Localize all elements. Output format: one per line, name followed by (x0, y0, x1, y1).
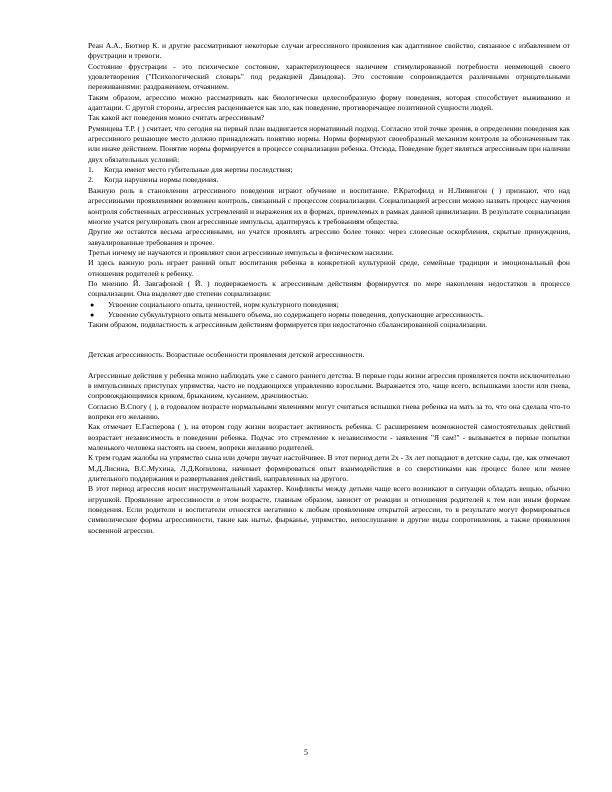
page-number: 5 (304, 748, 308, 757)
paragraph: К трем годам жалобы на упрямство сына или дочери звучат настойчивее. В этот период дети 2х - 3х лет попадают в детские сады, где, как отмечают М.Д.Лисина, В.С.Мухина, Л.Д.Копилова, начинает формироваться опыт взаимодействия в со сверстниками как процесс более или менее длительного поддержания и развертывания действий, направленных на другого. (88, 453, 570, 484)
paragraph: Таким образом, подвластность к агрессивным действиям формируется при недостаточно сбалансированной социализации. (88, 320, 488, 330)
list-item-text: Усвоение социального опыта, ценностей, норм культурного поведения; (108, 299, 339, 309)
spacer (88, 331, 570, 341)
list-item (88, 165, 570, 175)
paragraph: В этот период агрессия носит инструментальный характер. Конфликты между детьми чаще всего возникают в ситуации обладать вещью, обычно игрушкой. Проявление агрессивности в этом возрасте, главным образом, зависит от реакции и отношения родителей к тем или иным формам поведения. Если родители и воспитатели относятся негативно к любым проявлениям открытой агрессии, то в результате могут формироваться символические формы агрессивности, такие как нытье, фырканье, упрямство, непослушание и другие виды сопротивления, а также проявления косвенной агрессии. (88, 484, 570, 535)
paragraph: Другие же остаются весьма агрессивными, но учатся проявлять агрессию более тонко: через словесные оскорбления, скрытые принуждения, завуалированные требования и прочее. (88, 227, 570, 247)
document-body (88, 41, 570, 536)
paragraph: Согласно В.Спогу ( ), в годовалом возрасте нормальными явлениями могут считаться вспышки гнева ребенка на мать за то, что она сделала что-то вопреки его желанию. (88, 401, 570, 422)
spacer (88, 360, 570, 370)
paragraph: Как отмечает Е.Гасперова ( ), на втором году жизни возрастает активность ребенка. С расширением возможностей самостоятельных действий возрастает независимость в поведении ребенка. Подчас это стремление к независимости - заявления "Я сам!" - вызывается в первые попытки маленького человека настоять на своем, вопреки желанию родителей. (88, 422, 570, 453)
paragraph: Реан А.А., Бютнер К. и другие рассматривают некоторые случаи агрессивного проявления как адаптивное свойство, связанное с избавлением от фрустрации и тревоги. (88, 41, 570, 61)
list-item (88, 300, 570, 310)
paragraph: Третьи ничему не научаются и проявляют свои агрессивные импульсы в физическом насилии. (88, 247, 394, 257)
intro-section (88, 41, 570, 165)
bullet-icon: ● (90, 310, 95, 319)
paragraph: Таким образом, агрессию можно рассматривать как биологически целесообразную форму поведения, которая способствует выживанию и адаптации. С другой стороны, агрессия расценивается как зло, как поведение, противоречащее позитивной сущности людей. (88, 92, 570, 113)
paragraph: Агрессивные действия у ребенка можно наблюдать уже с самого раннего детства. В первые годы жизни агрессия проявляется почти исключительно в импульсивных приступах упрямства, часто не поддающихся управлению взрослыми. Выражается это, чаще всего, вспышками злости или гнева, сопровождающимися криком, брыканием, кусанием, драчливостью. (88, 370, 570, 401)
list-item-text: Когда имеют место губительные для жертвы последствия; (104, 165, 293, 175)
list-item-text: Усвоение субкультурного опыта меньшего объема, но содержащего нормы поведения, допускающие агрессивность. (108, 309, 484, 319)
degrees-list (88, 300, 570, 321)
list-number: 2. (88, 175, 94, 185)
child-aggression-section (88, 371, 570, 537)
list-item-text: Когда нарушены нормы поведения. (104, 175, 219, 185)
paragraph: Состояние фрустрации - это психическое состояние, характеризующееся наличием стимулированной потребности неимеющей своего удовлетворения ("Психологический словарь" под редакцией Давыдова). Это состояние сопровождается различными отрицательными переживаниями: раздражением, отчаянием. (88, 61, 570, 92)
socialization-section (88, 186, 570, 300)
list-item (88, 310, 570, 320)
list-number: 1. (88, 165, 94, 175)
conditions-list (88, 165, 570, 186)
list-item (88, 175, 570, 185)
bullet-icon: ● (90, 300, 95, 309)
paragraph: Румянцева Т.Р. ( ) считает, что сегодня на первый план выдвигается нормативный подход. Согласно этой точке зрения, в определении поведения как агрессивного решающее место должно принадлежать понятию нормы. Нормы формируют своеобразный механизм контроля за обозначенным так или иначе действием. Понятие нормы формируется в процессе социализации ребенка. Отсюда, Поведение будет являться агрессивным при наличии двух обязательных условий: (88, 123, 570, 164)
section-heading: Детская агрессивность. Возрастные особенности проявления детской агрессивности. (88, 349, 365, 359)
paragraph: И здесь важную роль играет ранний опыт воспитания ребенка в конкретной культурной среде, семейные традиции и эмоциональный фон отношения родителей к ребенку. (88, 258, 570, 278)
paragraph: Важную роль в становлении агрессивного поведения играют обучение и воспитание. Р.Кратофилд и Н.Ливингон ( ) признают, что над агрессивными проявлениями возможен контроль, связанный с процессом социализации. Социализацией агрессии можно назвать процесс научения контроля собственных агрессивных устремлений и выражения их в формах, приемлемых в рамках данной цивилизации. В результате социализации многие учатся регулировать свои агрессивные импульсы, адаптируясь к требованиям общества. (88, 185, 570, 226)
paragraph: По мнению Й. Завгафоной ( Й. ) подвержаемость к агрессивным действиям формируется по мере накопления недостатков в процессе социализации. Она выделяет две степени социализации: (88, 278, 570, 299)
paragraph: Так какой акт поведения можно считать агрессивным? (88, 113, 265, 123)
